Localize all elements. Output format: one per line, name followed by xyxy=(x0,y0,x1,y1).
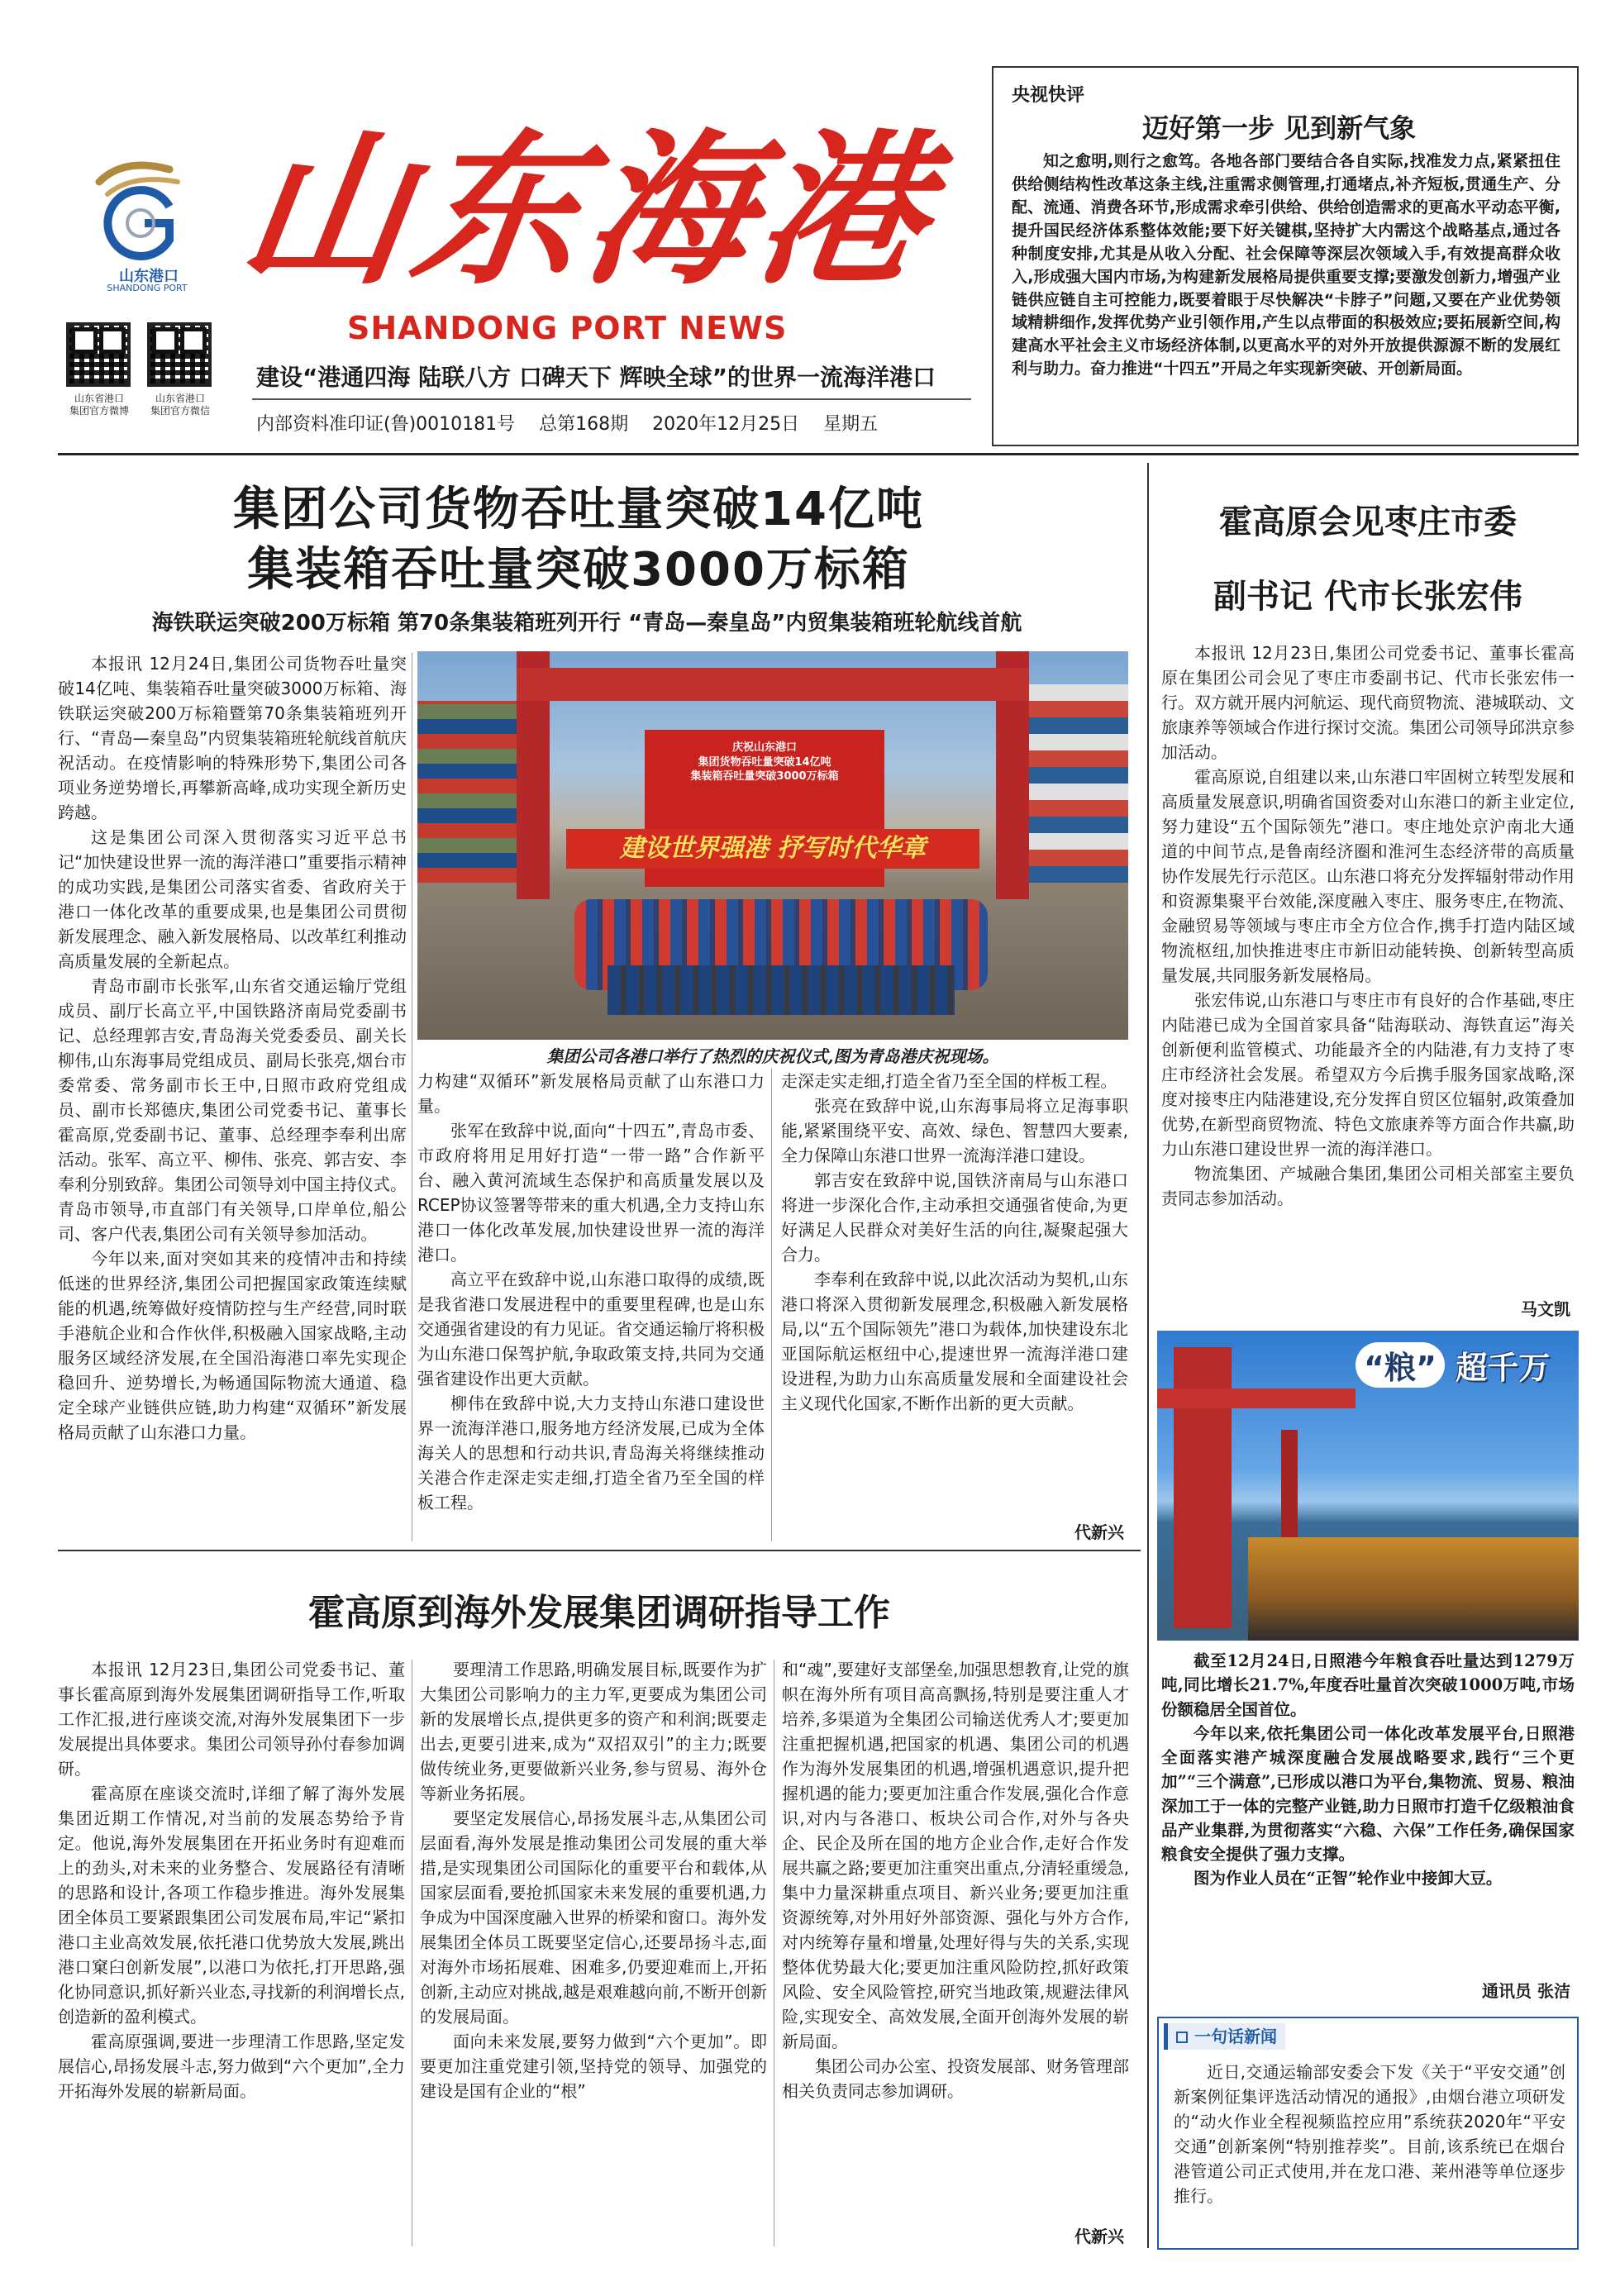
photo-banner-big: 建设世界强港 抒写时代华章 xyxy=(566,829,979,869)
lead-col3-p2: 郭吉安在致辞中说,国铁济南局与山东港口将进一步深化合作,主动承担交通强省使命,为更好满足人民群众对美好生活的向往,凝聚起强大合力。 xyxy=(781,1170,1128,1265)
overseas-col1-p1: 本报讯 12月23日,集团公司党委书记、董事长霍高原到海外发展集团调研指导工作,听取工作汇报,进行座谈交流,对海外发展集团下一步发展提出具体要求。集团公司领导孙付春参加调研。 xyxy=(58,1660,405,1779)
lead-col1-p1: 本报讯 12月24日,集团公司货物吞吐量突破14亿吨、集装箱吞吐量突破3000万标箱、海铁联运突破200万标箱暨第70条集装箱班列开行、“青岛—秦皇岛”内贸集装箱班轮航线首航庆祝活动。在疫情影响的特殊形势下,集团公司各项业务逆势增长,再攀新高峰,成功实现全新历史跨越。 xyxy=(58,654,407,822)
lead-col1-p3: 青岛市副市长张军,山东省交通运输厅党组成员、副厅长高立平,中国铁路济南局党委副书记、总经理郭吉安,青岛海关党委委员、副关长柳伟,山东海事局党组成员、副局长张亮,烟台市委常委、常务副市长王中,日照市政府党组成员、副市长郑德庆,集团公司党委书记、董事长霍高原,党委副书记、董事、总经理李奉利出席活动。张军、高立平、柳伟、张亮、郭吉安、李奉利分别致辞。集团公司领导刘中国主持仪式。青岛市领导,市直部门有关领导,口岸单位,船公司、客户代表,集团公司有关领导参加活动。 xyxy=(58,976,407,1244)
lead-col2-p3: 柳伟在致辞中说,大力支持山东港口建设世界一流海洋港口,服务地方经济发展,已成为全体海关人的思想和行动共识,青岛海关将继续推动关港合作走深走实走细,打造全省乃至全国的样板工程。 xyxy=(417,1393,765,1512)
overseas-col1-p3: 霍高原强调,要进一步理清工作思路,坚定发展信心,昂扬发展斗志,努力做到“六个更加”,全力开拓海外发展的崭新局面。 xyxy=(58,2032,405,2101)
brief-box xyxy=(1157,2017,1579,2250)
right-p2: 霍高原说,自组建以来,山东港口牢固树立转型发展和高质量发展意识,明确省国资委对山东港口的新主业定位,努力建设“五个国际领先”港口。枣庄地处京沪南北大通道的中间节点,是鲁南经济圈和淮河生态经济带的高质量协作发展先行示范区。山东港口将充分发挥辐射带动作用和资源集聚平台效能,深度融入枣庄、服务枣庄,在物流、金融贸易等领域与枣庄市全方位合作,携手打造内陆区域物流枢纽,加快推进枣庄市新旧动能转换、创新转型高质量发展,共同服务新发展格局。 xyxy=(1161,767,1575,985)
lead-subhead: 海铁联运突破200万标箱 第70条集装箱班列开行 “青岛—秦皇岛”内贸集装箱班轮航线首航 xyxy=(151,611,1022,636)
right-byline: 马文凯 xyxy=(1521,1299,1570,1319)
lead-col3-p1: 张亮在致辞中说,山东海事局将立足海事职能,紧紧围绕平安、高效、绿色、智慧四大要素,全力保障山东港口世界一流海洋港口建设。 xyxy=(781,1096,1128,1165)
brief-label xyxy=(1164,2023,1285,2050)
logo-caption: 山东港口 xyxy=(119,268,179,285)
grain-title-quote: “粮” xyxy=(1356,1342,1445,1388)
lead-col-3: 走深走实走细,打造全省乃至全国的样板工程。 张亮在致辞中说,山东海事局将立足海事职能,紧紧围绕平安、高效、绿色、智慧四大要素,全力保障山东港口世界一流海洋港口建设。 郭吉安在致辞中说,国铁济南局与山东港口将进一步深化合作,主动承担交通强省使命,为更好满足人民群众对美好生活的向往,凝聚起强大合力。 李奉利在致辞中说,以此次活动为契机,山东港口将深入贯彻新发展理念,积极融入新发展格局,以“五个国际领先”港口为载体,加快建设东北亚国际航运枢纽中心,提速世界一流海洋港口建设进程,为助力山东高质量发展和全面建设社会主义现代化国家,不断作出新的更大贡献。 xyxy=(781,1069,1128,1519)
overseas-col2-p1: 要理清工作思路,明确发展目标,既要作为扩大集团公司影响力的主力军,更要成为集团公司新的发展增长点,提供更多的资产和利润;既要走出去,更要引进来,成为“双招双引”的主力;既要做传统业务,更要做新兴业务,参与贸易、海外仓等新业务拓展。 xyxy=(420,1660,767,1803)
lead-col3-p3: 李奉利在致辞中说,以此次活动为契机,山东港口将深入贯彻新发展理念,积极融入新发展格局,以“五个国际领先”港口为载体,加快建设东北亚国际航运枢纽中心,提速世界一流海洋港口建设进程,为助力山东高质量发展和全面建设社会主义现代化国家,不断作出新的更大贡献。 xyxy=(781,1269,1128,1413)
grain-photo-title xyxy=(1356,1342,1550,1388)
permit-number: 内部资料准印证(鲁)0010181号 xyxy=(256,414,516,435)
commentary-box xyxy=(992,66,1579,446)
commentary-column: 央视快评 xyxy=(1012,85,1085,106)
square-icon xyxy=(1176,2032,1188,2043)
issue-date: 2020年12月25日 xyxy=(652,414,800,435)
lead-col-2: 力构建“双循环”新发展格局贡献了山东港口力量。 张军在致辞中说,面向“十四五”,青岛市委、市政府将用足用好打造“一带一路”合作新平台、融入黄河流域生态保护和高质量发展以及RCEP协议签署等带来的重大机遇,全力支持山东港口一体化改革发展,加快建设世界一流的海洋港口。 高立平在致辞中说,山东港口取得的成绩,既是我省港口发展进程中的重要里程碑,也是山东交通强省建设的有力见证。省交通运输厅将积极为山东港口保驾护航,争取政策支持,共同为交通强省建设作出更大贡献。 柳伟在致辞中说,大力支持山东港口建设世界一流海洋港口,服务地方经济发展,已成为全体海关人的思想和行动共识,青岛海关将继续推动关港合作走深走实走细,打造全省乃至全国的样板工程。 xyxy=(417,1069,765,1544)
right-headline-1: 霍高原会见枣庄市委 xyxy=(1219,503,1517,541)
wechat-qr-code xyxy=(147,322,212,387)
brief-label-text: 一句话新闻 xyxy=(1194,2027,1277,2046)
issue-info xyxy=(256,410,984,436)
masthead-title: 山东海港 xyxy=(230,113,946,307)
right-p4: 物流集团、产城融合集团,集团公司相关部室主要负责同志参加活动。 xyxy=(1161,1164,1575,1208)
celebration-photo xyxy=(417,651,1128,1040)
grain-byline: 通讯员 张洁 xyxy=(1482,1981,1570,2001)
right-story-body xyxy=(1161,641,1575,1302)
lead-headline-2: 集装箱吞吐量突破3000万标箱 xyxy=(247,543,910,597)
lead-col1-p4: 今年以来,面对突如其来的疫情冲击和持续低迷的世界经济,集团公司把握国家政策连续赋能的机遇,统筹做好疫情防控与生产经营,同时联手港航企业和合作伙伴,积极融入国家战略,主动服务区域经济发展,在全国沿海港口率先实现企稳回升、逆势增长,为畅通国际物流大通道、稳定全球产业链供应链,助力构建“双循环”新发展格局贡献了山东港口力量。 xyxy=(58,1249,407,1442)
issue-number: 总第168期 xyxy=(539,414,629,435)
grain-story-body xyxy=(1161,1649,1575,1979)
lead-byline: 代新兴 xyxy=(1074,1522,1124,1542)
brief-body: 近日,交通运输部安委会下发《关于“平安交通”创新案例征集评选活动情况的通报》,由烟台港立项研发的“动火作业全程视频监控应用”系统获2020年“平安交通”创新案例“特别推荐奖”。目前,该系统已在烟台港管道公司正式使用,并在龙口港、莱州港等单位逐步推行。 xyxy=(1174,2062,1565,2206)
lead-col1-p2: 这是集团公司深入贯彻落实习近平总书记“加快建设世界一流的海洋港口”重要指示精神的成功实践,是集团公司落实省委、省政府关于港口一体化改革的重要成果,也是集团公司贯彻新发展理念、融入新发展格局、以改革红利推动高质量发展的全新起点。 xyxy=(58,827,407,971)
masthead-title-en: SHANDONG PORT NEWS xyxy=(347,310,788,346)
right-p1: 本报讯 12月23日,集团公司党委书记、董事长霍高原在集团公司会见了枣庄市委副书记、代市长张宏伟一行。双方就开展内河航运、现代商贸物流、港城联动、文旅康养等领域合作进行探讨交流。集团公司领导邱洪京参加活动。 xyxy=(1161,643,1575,762)
overseas-col2-p3: 面向未来发展,要努力做到“六个更加”。即要更加注重党建引领,坚持党的领导、加强党的建设是国有企业的“根” xyxy=(420,2032,767,2101)
masthead xyxy=(58,113,959,446)
lead-col2-p2: 高立平在致辞中说,山东港口取得的成绩,既是我省港口发展进程中的重要里程碑,也是山东交通强省建设的有力见证。省交通运输厅将积极为山东港口保驾护航,争取政策支持,共同为交通强省建设作出更大贡献。 xyxy=(417,1269,765,1389)
overseas-col-3 xyxy=(782,1657,1129,2223)
lead-headline-1: 集团公司货物吞吐量突破14亿吨 xyxy=(233,483,924,536)
photo-banner-small: 庆祝山东港口 集团货物吞吐量突破14亿吨 集装箱吞吐量突破3000万标箱 xyxy=(690,741,839,784)
shandong-port-logo-icon xyxy=(91,149,190,273)
grain-p1: 截至12月24日,日照港今年粮食吞吐量达到1279万吨,同比增长21.7%,年度吞吐量首次突破1000万吨,市场份额稳居全国首位。 xyxy=(1161,1651,1575,1719)
overseas-col3-p2: 集团公司办公室、投资发展部、财务管理部相关负责同志参加调研。 xyxy=(782,2056,1129,2101)
overseas-col-2 xyxy=(420,1657,767,2248)
commentary-body: 知之愈明,则行之愈笃。各地各部门要结合各自实际,找准发力点,紧紧扭住供给侧结构性改革这条主线,注重需求侧管理,打通堵点,补齐短板,贯通生产、分配、流通、消费各环节,形成需求牵引供给、供给创造需求的更高水平动态平衡,提升国民经济体系整体效能;要下好关键棋,坚持扩大内需这个战略基点,通过各种制度安排,尤其是从收入分配、社会保障等深层次领域入手,有效提高群众收入,形成强大国内市场,为构建新发展格局提供重要支撑;要激发创新力,增强产业链供应链自主可控能力,既要着眼于尽快解决“卡脖子”问题,又要在产业优势领域精耕细作,发挥优势产业引领作用,产生以点带面的积极效应;要拓展新空间,构建高水平社会主义市场经济体制,以更高水平的对外开放提供源源不断的发展红利与助力。奋力推进“十四五”开局之年实现新突破、开创新局面。 xyxy=(1012,152,1560,379)
photo-caption: 集团公司各港口举行了热烈的庆祝仪式,图为青岛港庆祝现场。 xyxy=(546,1046,999,1066)
overseas-col-1 xyxy=(58,1657,405,2248)
lead-col2-p1: 张军在致辞中说,面向“十四五”,青岛市委、市政府将用足用好打造“一带一路”合作新平台、融入黄河流域生态保护和高质量发展以及RCEP协议签署等带来的重大机遇,全力支持山东港口一体化改革发展,加快建设世界一流的海洋港口。 xyxy=(417,1121,765,1265)
grain-photo xyxy=(1157,1331,1579,1641)
overseas-col2-p2: 要坚定发展信心,昂扬发展斗志,从集团公司层面看,海外发展是推动集团公司发展的重大举措,是实现集团公司国际化的重要平台和载体,从国家层面看,要抢抓国家未来发展的重要机遇,力争成为中国深度融入世界的桥梁和窗口。海外发展集团全体员工既要坚定信心,还要昂扬斗志,面对海外市场拓展难、困难多,仍要迎难而上,开拓创新,主动应对挑战,越是艰难越向前,不断开创新的发展局面。 xyxy=(420,1808,767,2027)
right-p3: 张宏伟说,山东港口与枣庄市有良好的合作基础,枣庄内陆港已成为全国首家具备“陆海联动、海铁直运”海关创新便利监管模式、功能最齐全的内陆港,有力支持了枣庄市经济社会发展。希望双方今后携手服务国家战略,深度对接枣庄内陆港建设,充分发挥自贸区位辐射,政策叠加优势,在新型商贸物流、特色文旅康养等方面合作共赢,助力山东港口建设世界一流的海洋港口。 xyxy=(1161,990,1575,1159)
overseas-byline: 代新兴 xyxy=(1074,2227,1124,2246)
qr1-caption: 山东省港口 集团官方微博 xyxy=(69,393,129,417)
grain-p2: 今年以来,依托集团公司一体化改革发展平台,日照港全面落实港产城深度融合发展战略要求,践行“三个更加”“三个满意”,已形成以港口为平台,集物流、贸易、粮油深加工于一体的完整产业链,助力日照市打造千亿级粮油食品产业集群,为贯彻落实“六稳、六保”工作任务,确保国家粮食安全提供了强力支撑。 xyxy=(1161,1723,1575,1864)
lead-col-1 xyxy=(58,651,407,1544)
overseas-headline: 霍高原到海外发展集团调研指导工作 xyxy=(308,1592,890,1634)
logo-caption-en: SHANDONG PORT xyxy=(107,283,188,293)
qr2-caption: 山东省港口 集团官方微信 xyxy=(150,393,210,417)
grain-p3: 图为作业人员在“正智”轮作业中接卸大豆。 xyxy=(1194,1869,1503,1889)
weibo-qr-code xyxy=(66,322,131,387)
overseas-col1-p2: 霍高原在座谈交流时,详细了解了海外发展集团近期工作情况,对当前的发展态势给予肯定。他说,海外发展集团在开拓业务时有迎难而上的劲头,对未来的业务整合、发展路径有清晰的思路和设计,各项工作稳步推进。海外发展集团全体员工要紧跟集团公司发展布局,牢记“紧扣港口主业高效发展,依托港口优势放大发展,跳出港口窠臼创新发展”,以港口为依托,打开思路,强化协同意识,抓好新兴业态,寻找新的利润增长点,创造新的盈利模式。 xyxy=(58,1784,405,2027)
grain-title-rest: 超千万 xyxy=(1456,1350,1551,1386)
issue-weekday: 星期五 xyxy=(823,414,879,435)
slogan: 建设“港通四海 陆联八方 口碑天下 辉映全球”的世界一流海洋港口 xyxy=(256,364,936,391)
commentary-title: 迈好第一步 见到新气象 xyxy=(1142,112,1417,144)
right-headline-2: 副书记 代市长张宏伟 xyxy=(1213,578,1522,616)
overseas-col3-p1: 和“魂”,要建好支部堡垒,加强思想教育,让党的旗帜在海外所有项目高高飘扬,特别是要注重人才培养,多渠道为全集团公司输送优秀人才;要更加注重把握机遇,把国家的机遇、集团公司的机遇作为海外发展集团的机遇,增强机遇意识,提升把握机遇的能力;要更加注重合作发展,强化合作意识,对内与各港口、板块公司合作,对外与各央企、民企及所在国的地方企业合作,走好合作发展共赢之路;要更加注重突出重点,分清轻重缓急,集中力量深耕重点项目、新兴业务;要更加注重资源统筹,对外用好外部资源、强化与外方合作,对内统筹存量和增量,处理好得与失的关系,实现整体优势最大化;要更加注重风险防控,抓好政策风险、安全风险管控,研究当地政策,规避法律风险,实现安全、高效发展,全面开创海外发展的崭新局面。 xyxy=(782,1660,1129,2051)
